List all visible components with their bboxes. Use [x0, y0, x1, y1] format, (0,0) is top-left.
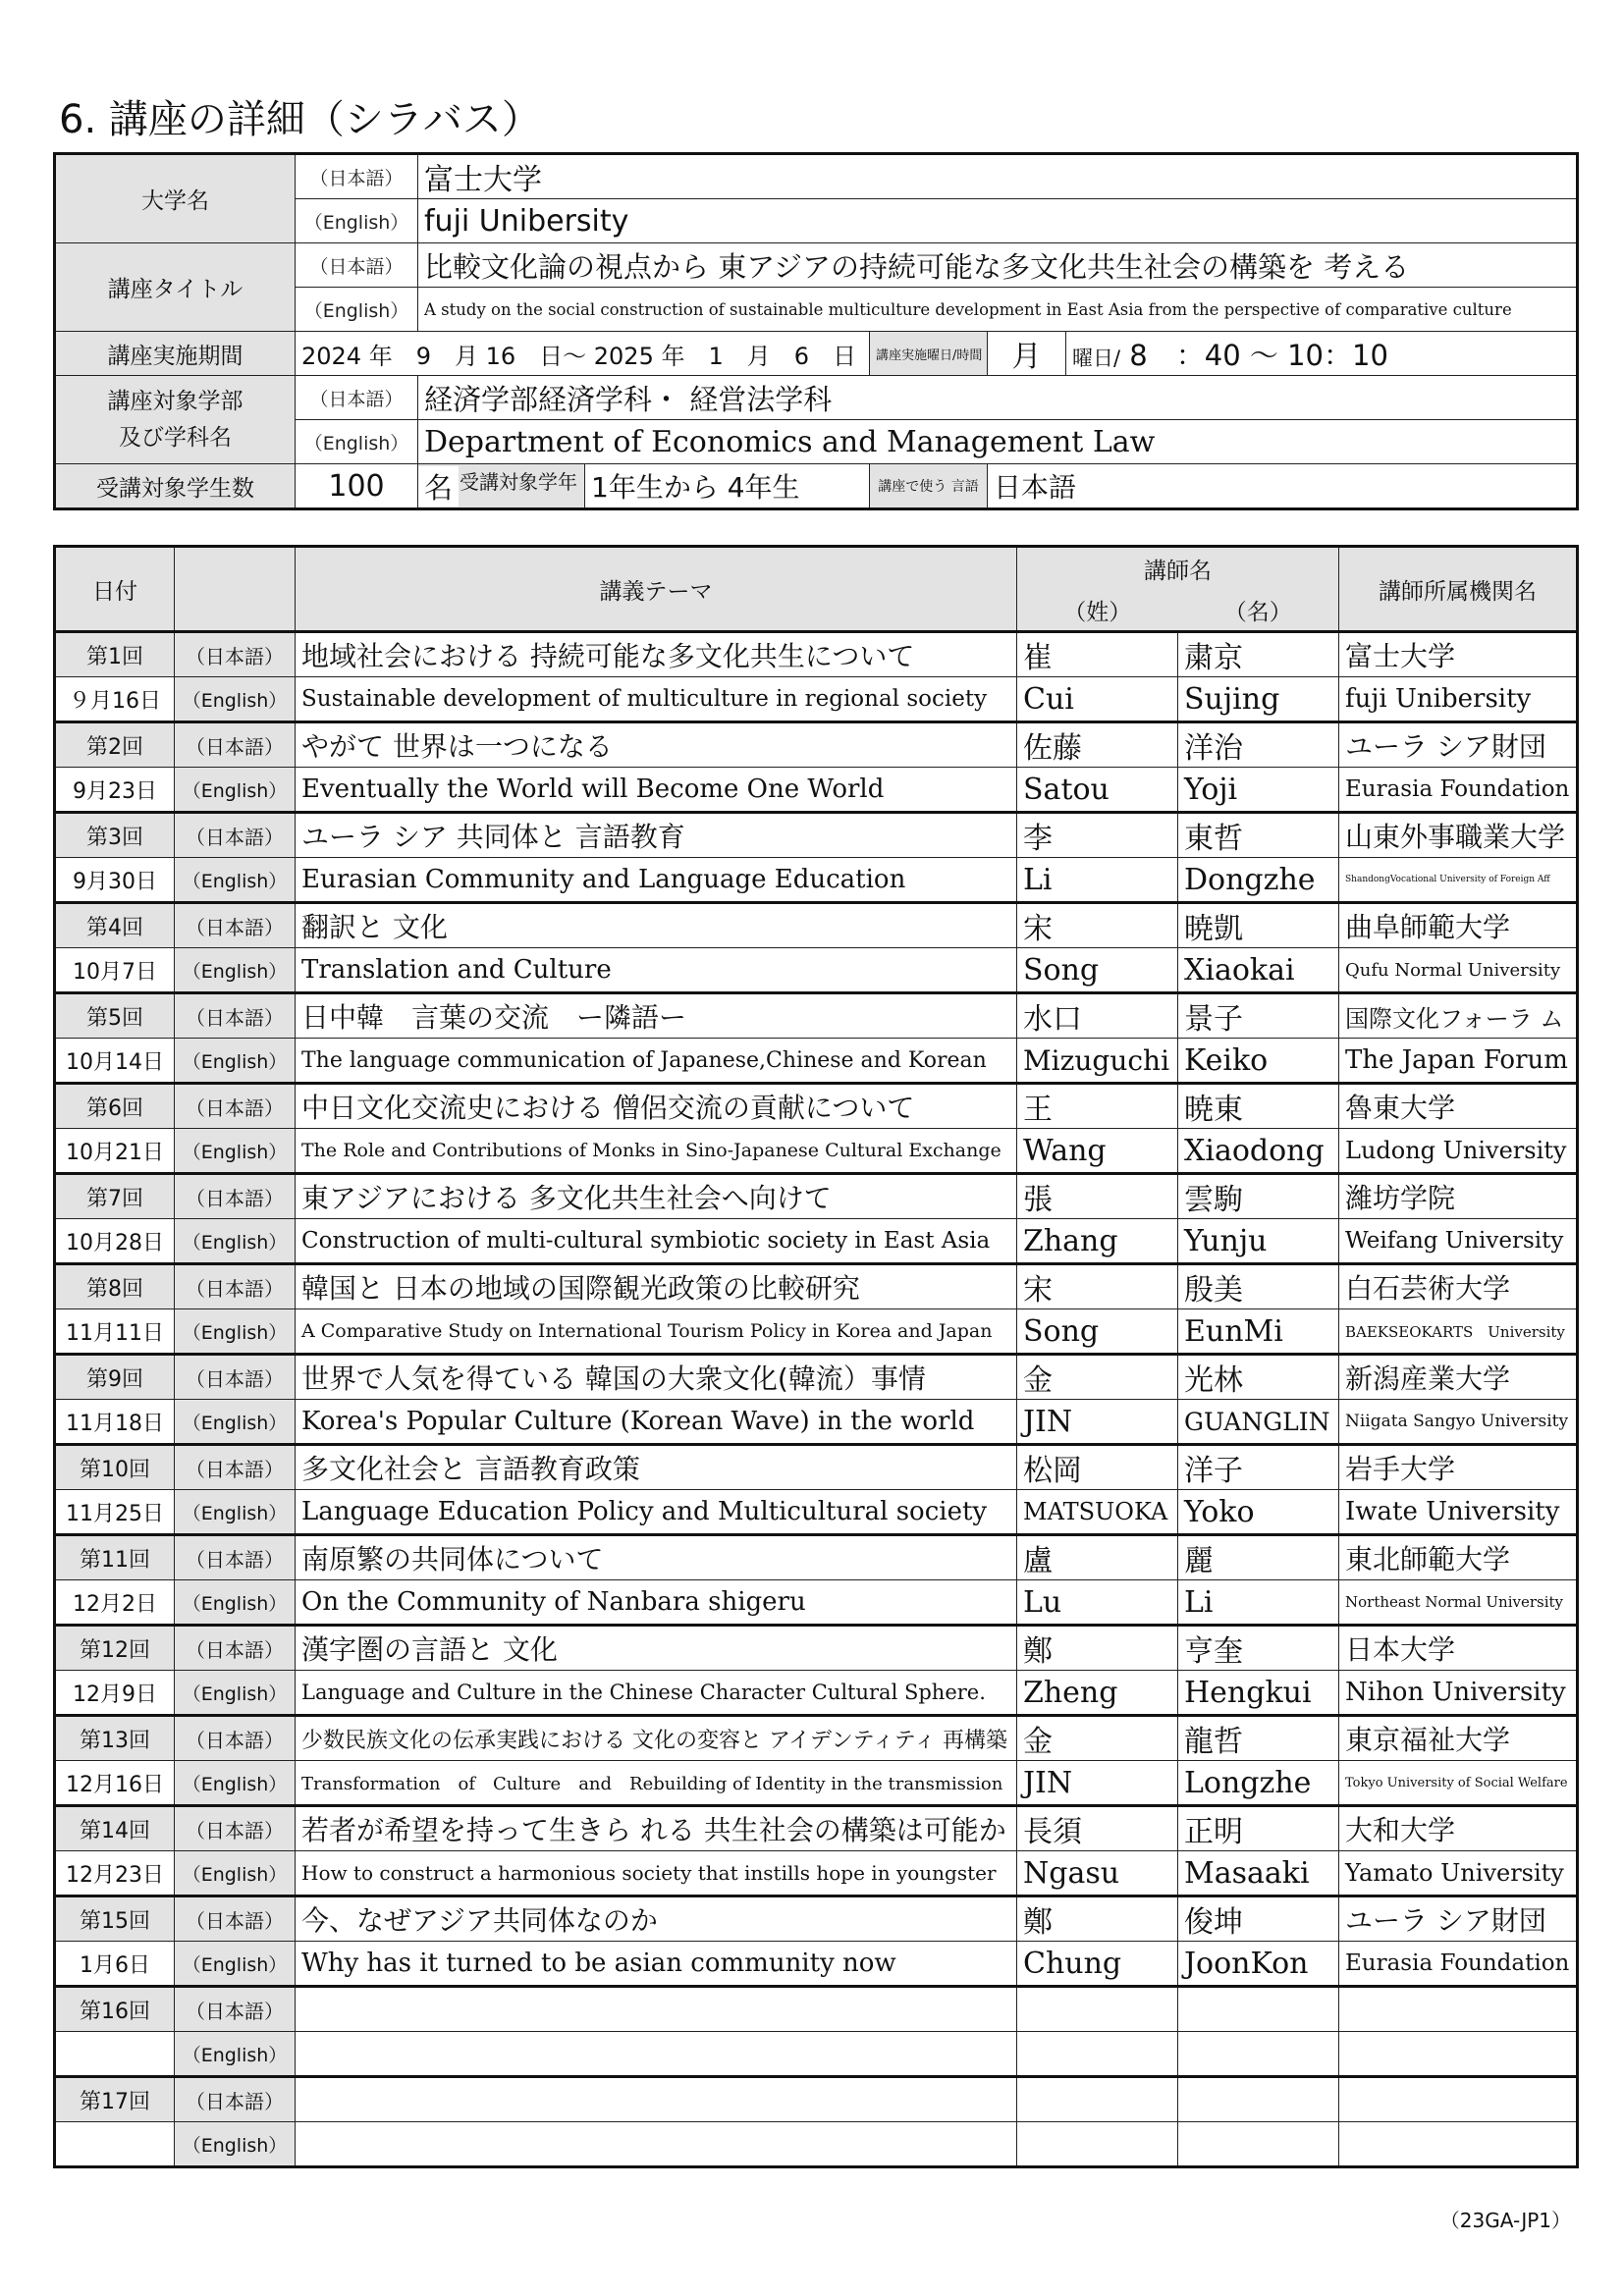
session-row [55, 1355, 1578, 1400]
schedule-table [53, 545, 1579, 2168]
theme-header: 講義テーマ [296, 547, 1017, 632]
theme-en: Language and Culture in the Chinese Character Cultural Sphere. [296, 1671, 1017, 1716]
theme-jp: 東アジアにおける 多文化共生社会へ向けて [296, 1174, 1017, 1219]
affiliation-jp [1339, 2077, 1578, 2122]
lecturer-surname-en: Song [1017, 948, 1178, 993]
lang-en-label: （English） [175, 768, 296, 813]
session-number: 第7回 [55, 1174, 175, 1219]
lecturer-given-en: Xiaodong [1178, 1129, 1339, 1174]
session-date: 10月21日 [55, 1129, 175, 1174]
dept-jp: 経済学部経済学科・ 経営法学科 [418, 376, 1578, 420]
affiliation-en: Tokyo University of Social Welfare [1339, 1761, 1578, 1806]
theme-jp: 世界で人気を得ている 韓国の大衆文化(韓流）事情 [296, 1355, 1017, 1400]
session-row [55, 1219, 1578, 1264]
language-label: 講座で使う 言語 [870, 464, 988, 509]
lang-jp-label: （日本語） [175, 1716, 296, 1761]
theme-jp: 今、なぜアジア共同体なのか [296, 1896, 1017, 1942]
theme-en: Language Education Policy and Multicultural society [296, 1490, 1017, 1535]
theme-jp: ユーラ シア 共同体と 言語教育 [296, 813, 1017, 858]
theme-en [296, 2122, 1017, 2167]
lang-en-label: （English） [175, 1942, 296, 1987]
session-row [55, 1761, 1578, 1806]
lang-en-label: （English） [175, 858, 296, 903]
theme-en: Korea's Popular Culture (Korean Wave) in the world [296, 1400, 1017, 1445]
session-date: 11月11日 [55, 1309, 175, 1355]
lecturer-surname-en: Mizuguchi [1017, 1039, 1178, 1084]
course-title-en: A study on the social construction of sustainable multiculture development in East Asia from the perspective of comparative culture [418, 288, 1578, 332]
lecturer-surname-en: Chung [1017, 1942, 1178, 1987]
session-row [55, 1806, 1578, 1851]
session-number: 第17回 [55, 2077, 175, 2122]
lang-jp-label: （日本語） [296, 243, 418, 288]
session-row [55, 1174, 1578, 1219]
theme-en: Eurasian Community and Language Education [296, 858, 1017, 903]
lecturer-surname-en: JIN [1017, 1400, 1178, 1445]
lang-jp-label: （日本語） [175, 993, 296, 1039]
session-row [55, 1400, 1578, 1445]
session-date: 9月30日 [55, 858, 175, 903]
session-row [55, 677, 1578, 722]
theme-jp: 多文化社会と 言語教育政策 [296, 1445, 1017, 1490]
time-value: 8 ：40 ～ 10：10 [1129, 338, 1388, 372]
document-code: （23GA-JP1） [1439, 2209, 1571, 2232]
lang-en-label: （English） [175, 1400, 296, 1445]
theme-jp [296, 2077, 1017, 2122]
lecturer-surname-en [1017, 2122, 1178, 2167]
dept-en: Department of Economics and Management Law [418, 420, 1578, 464]
theme-en: A Comparative Study on International Tourism Policy in Korea and Japan [296, 1309, 1017, 1355]
lecturer-given-en: Xiaokai [1178, 948, 1339, 993]
affiliation-jp: 東北師範大学 [1339, 1535, 1578, 1580]
lang-en-label: （English） [175, 1761, 296, 1806]
session-date [55, 2032, 175, 2077]
theme-en: How to construct a harmonious society that instills hope in youngster [296, 1851, 1017, 1896]
theme-en: Translation and Culture [296, 948, 1017, 993]
lecturer-surname-jp: 宋 [1017, 903, 1178, 948]
dept-label-line2: 及び学科名 [119, 424, 232, 451]
session-row [55, 948, 1578, 993]
session-row [55, 858, 1578, 903]
session-row [55, 1671, 1578, 1716]
course-title-label: 講座タイトル [55, 243, 296, 332]
session-number: 第8回 [55, 1264, 175, 1309]
lecturer-given-jp: 殷美 [1178, 1264, 1339, 1309]
lang-jp-label: （日本語） [175, 1174, 296, 1219]
theme-en: The Role and Contributions of Monks in Sino-Japanese Cultural Exchange [296, 1129, 1017, 1174]
lang-jp-label: （日本語） [175, 722, 296, 768]
students-value: 100 [296, 464, 418, 509]
lecturer-given-en [1178, 2032, 1339, 2077]
theme-en: Transformation of Culture and Rebuilding of Identity in the transmission [296, 1761, 1017, 1806]
affiliation-jp: 国際文化フォーラ ム [1339, 993, 1578, 1039]
dept-label-line1: 講座対象学部 [107, 388, 244, 414]
lecturer-surname-jp [1017, 2077, 1178, 2122]
session-number: 第3回 [55, 813, 175, 858]
affiliation-en: fuji Unibersity [1339, 677, 1578, 722]
session-row [55, 1896, 1578, 1942]
session-row [55, 1580, 1578, 1626]
lecturer-surname-en: Li [1017, 858, 1178, 903]
session-date: ９月16日 [55, 677, 175, 722]
affiliation-jp [1339, 1987, 1578, 2032]
lang-jp-label: （日本語） [175, 813, 296, 858]
session-date: 12月9日 [55, 1671, 175, 1716]
language-value: 日本語 [988, 464, 1578, 509]
theme-jp: 漢字圏の言語と 文化 [296, 1626, 1017, 1671]
lecturer-given-jp: 景子 [1178, 993, 1339, 1039]
lang-jp-label: （日本語） [175, 2077, 296, 2122]
lecturer-given-jp: 暁東 [1178, 1084, 1339, 1129]
year-label: 受講対象学年 [460, 469, 577, 494]
lecturer-surname-jp: 李 [1017, 813, 1178, 858]
affiliation-jp: 魯東大学 [1339, 1084, 1578, 1129]
affiliation-jp: 東京福祉大学 [1339, 1716, 1578, 1761]
lang-jp-label: （日本語） [175, 903, 296, 948]
lecturer-surname-en: Zheng [1017, 1671, 1178, 1716]
lecturer-surname-en: Wang [1017, 1129, 1178, 1174]
lecturer-surname-en: Song [1017, 1309, 1178, 1355]
theme-jp: 韓国と 日本の地域の国際観光政策の比較研究 [296, 1264, 1017, 1309]
lang-en-label: （English） [175, 1671, 296, 1716]
theme-jp: 中日文化交流史における 僧侶交流の貢献について [296, 1084, 1017, 1129]
lang-header [175, 547, 296, 632]
session-date: 11月25日 [55, 1490, 175, 1535]
lang-en-label: （English） [175, 1219, 296, 1264]
lecturer-surname-en: JIN [1017, 1761, 1178, 1806]
lang-en-label: （English） [175, 677, 296, 722]
lecturer-surname-en: Ngasu [1017, 1851, 1178, 1896]
lecturer-header: 講師名 [1017, 547, 1339, 590]
session-row [55, 1535, 1578, 1580]
affiliation-header: 講師所属機関名 [1339, 547, 1578, 632]
lang-jp-label: （日本語） [175, 1084, 296, 1129]
university-en: fuji Unibersity [418, 199, 1578, 243]
session-row [55, 993, 1578, 1039]
lecturer-given-en: Sujing [1178, 677, 1339, 722]
session-row [55, 1942, 1578, 1987]
lecturer-given-en: Hengkui [1178, 1671, 1339, 1716]
session-number: 第12回 [55, 1626, 175, 1671]
session-row [55, 1264, 1578, 1309]
lecturer-given-en: Li [1178, 1580, 1339, 1626]
theme-en: Eventually the World will Become One World [296, 768, 1017, 813]
university-label: 大学名 [55, 154, 296, 243]
session-row [55, 722, 1578, 768]
theme-jp [296, 1987, 1017, 2032]
lecturer-given-en: EunMi [1178, 1309, 1339, 1355]
session-date: 10月14日 [55, 1039, 175, 1084]
lecturer-surname-jp: 長須 [1017, 1806, 1178, 1851]
lang-jp-label: （日本語） [175, 632, 296, 677]
lang-jp-label: （日本語） [175, 1806, 296, 1851]
affiliation-jp: 山東外事職業大学 [1339, 813, 1578, 858]
lecturer-surname-jp: 鄭 [1017, 1896, 1178, 1942]
affiliation-en: The Japan Forum [1339, 1039, 1578, 1084]
theme-jp: 少数民族文化の伝承実践における 文化の変容と アイデンティティ 再構築 [296, 1716, 1017, 1761]
theme-en [296, 2032, 1017, 2077]
lecturer-given-en: Longzhe [1178, 1761, 1339, 1806]
theme-en: Construction of multi-cultural symbiotic society in East Asia [296, 1219, 1017, 1264]
lecturer-surname-jp: 鄭 [1017, 1626, 1178, 1671]
session-date: 10月28日 [55, 1219, 175, 1264]
date-header: 日付 [55, 547, 175, 632]
session-date: 12月23日 [55, 1851, 175, 1896]
lecturer-given-en: GUANGLIN [1178, 1400, 1339, 1445]
lang-en-label: （English） [175, 1309, 296, 1355]
theme-jp: やがて 世界は一つになる [296, 722, 1017, 768]
lecturer-given-jp: 洋治 [1178, 722, 1339, 768]
affiliation-en [1339, 2032, 1578, 2077]
session-date: 12月16日 [55, 1761, 175, 1806]
affiliation-en: BAEKSEOKARTS University [1339, 1309, 1578, 1355]
period-label: 講座実施期間 [55, 332, 296, 376]
weekday-value: 月 [988, 332, 1066, 376]
lang-en-label: （English） [175, 2032, 296, 2077]
session-number: 第14回 [55, 1806, 175, 1851]
affiliation-en [1339, 2122, 1578, 2167]
students-unit: 名 [418, 466, 459, 507]
affiliation-en: Qufu Normal University [1339, 948, 1578, 993]
affiliation-en: Nihon University [1339, 1671, 1578, 1716]
lecturer-surname-jp: 金 [1017, 1716, 1178, 1761]
given-header: （名） [1178, 589, 1339, 632]
affiliation-jp: 曲阜師範大学 [1339, 903, 1578, 948]
lecturer-given-jp: 正明 [1178, 1806, 1339, 1851]
session-number: 第1回 [55, 632, 175, 677]
surname-header: （姓） [1017, 589, 1178, 632]
session-row [55, 1445, 1578, 1490]
lang-en-label: （English） [175, 948, 296, 993]
session-date: 10月7日 [55, 948, 175, 993]
session-number: 第15回 [55, 1896, 175, 1942]
lecturer-given-en: Keiko [1178, 1039, 1339, 1084]
lecturer-given-jp: 東哲 [1178, 813, 1339, 858]
theme-jp: 日中韓 言葉の交流 ー隣語ー [296, 993, 1017, 1039]
lang-jp-label: （日本語） [296, 154, 418, 199]
session-row [55, 1987, 1578, 2032]
affiliation-en: Ludong University [1339, 1129, 1578, 1174]
lecturer-surname-en [1017, 2032, 1178, 2077]
affiliation-en: Eurasia Foundation [1339, 1942, 1578, 1987]
session-number: 第16回 [55, 1987, 175, 2032]
session-number: 第5回 [55, 993, 175, 1039]
lang-jp-label: （日本語） [296, 376, 418, 420]
lang-en-label: （English） [175, 1490, 296, 1535]
session-date: 9月23日 [55, 768, 175, 813]
lecturer-surname-en: Lu [1017, 1580, 1178, 1626]
affiliation-jp: ユーラ シア財団 [1339, 722, 1578, 768]
session-row [55, 2032, 1578, 2077]
lecturer-given-en: Dongzhe [1178, 858, 1339, 903]
theme-en: Why has it turned to be asian community now [296, 1942, 1017, 1987]
lang-jp-label: （日本語） [175, 1445, 296, 1490]
session-number: 第6回 [55, 1084, 175, 1129]
affiliation-jp: 岩手大学 [1339, 1445, 1578, 1490]
lecturer-surname-jp: 張 [1017, 1174, 1178, 1219]
lang-en-label: （English） [175, 1039, 296, 1084]
affiliation-jp: 新潟産業大学 [1339, 1355, 1578, 1400]
theme-en: The language communication of Japanese,Chinese and Korean [296, 1039, 1017, 1084]
session-row [55, 632, 1578, 677]
weekday-label: 講座実施曜日/時間 [870, 332, 988, 376]
lang-jp-label: （日本語） [175, 1626, 296, 1671]
lecturer-given-jp: 麗 [1178, 1535, 1339, 1580]
theme-en: On the Community of Nanbara shigeru [296, 1580, 1017, 1626]
lecturer-given-en: Yoko [1178, 1490, 1339, 1535]
course-info-table [53, 152, 1579, 510]
lang-jp-label: （日本語） [175, 1535, 296, 1580]
lang-en-label: （English） [175, 2122, 296, 2167]
theme-jp: 地域社会における 持続可能な多文化共生について [296, 632, 1017, 677]
lecturer-given-en: Masaaki [1178, 1851, 1339, 1896]
lecturer-given-jp: 光林 [1178, 1355, 1339, 1400]
lecturer-surname-en: Zhang [1017, 1219, 1178, 1264]
affiliation-jp: ユーラ シア財団 [1339, 1896, 1578, 1942]
session-row [55, 1309, 1578, 1355]
lecturer-given-jp [1178, 1987, 1339, 2032]
session-row [55, 2077, 1578, 2122]
session-row [55, 2122, 1578, 2167]
university-jp: 富士大学 [418, 154, 1578, 199]
session-row [55, 768, 1578, 813]
page-title: 6. 講座の詳細（シラバス） [59, 97, 541, 142]
session-row [55, 1851, 1578, 1896]
affiliation-jp: 白石芸術大学 [1339, 1264, 1578, 1309]
lecturer-surname-jp: 松岡 [1017, 1445, 1178, 1490]
session-row [55, 1490, 1578, 1535]
lang-en-label: （English） [296, 288, 418, 332]
lang-jp-label: （日本語） [175, 1355, 296, 1400]
affiliation-en: ShandongVocational University of Foreign Aff [1339, 858, 1578, 903]
session-date: 12月2日 [55, 1580, 175, 1626]
lecturer-given-jp: 粛京 [1178, 632, 1339, 677]
lecturer-given-jp: 俊坤 [1178, 1896, 1339, 1942]
lecturer-surname-jp: 金 [1017, 1355, 1178, 1400]
lecturer-given-en [1178, 2122, 1339, 2167]
affiliation-en: Niigata Sangyo University [1339, 1400, 1578, 1445]
lecturer-surname-jp: 宋 [1017, 1264, 1178, 1309]
theme-en: Sustainable development of multiculture in regional society [296, 677, 1017, 722]
lang-en-label: （English） [175, 1129, 296, 1174]
affiliation-jp: 富士大学 [1339, 632, 1578, 677]
dept-label [55, 376, 296, 464]
session-number: 第10回 [55, 1445, 175, 1490]
affiliation-jp: 濰坊学院 [1339, 1174, 1578, 1219]
session-number: 第11回 [55, 1535, 175, 1580]
lecturer-surname-en: Cui [1017, 677, 1178, 722]
affiliation-en: Eurasia Foundation [1339, 768, 1578, 813]
lecturer-surname-en: MATSUOKA [1017, 1490, 1178, 1535]
lecturer-given-jp [1178, 2077, 1339, 2122]
lang-en-label: （English） [175, 1851, 296, 1896]
lecturer-surname-jp: 盧 [1017, 1535, 1178, 1580]
affiliation-jp: 日本大学 [1339, 1626, 1578, 1671]
session-row [55, 903, 1578, 948]
lecturer-surname-jp: 王 [1017, 1084, 1178, 1129]
weekday-suffix: 曜日/ [1072, 346, 1121, 370]
lecturer-surname-en: Satou [1017, 768, 1178, 813]
theme-jp: 若者が希望を持って生きら れる 共生社会の構築は可能か [296, 1806, 1017, 1851]
affiliation-en: Northeast Normal University [1339, 1580, 1578, 1626]
session-row [55, 1129, 1578, 1174]
session-number: 第4回 [55, 903, 175, 948]
session-date: 11月18日 [55, 1400, 175, 1445]
session-number: 第2回 [55, 722, 175, 768]
lecturer-given-en: Yunju [1178, 1219, 1339, 1264]
session-row [55, 1716, 1578, 1761]
lecturer-given-jp: 亨奎 [1178, 1626, 1339, 1671]
lecturer-surname-jp: 水口 [1017, 993, 1178, 1039]
session-number: 第13回 [55, 1716, 175, 1761]
lecturer-surname-jp [1017, 1987, 1178, 2032]
lang-jp-label: （日本語） [175, 1896, 296, 1942]
lecturer-given-jp: 洋子 [1178, 1445, 1339, 1490]
affiliation-en: Iwate University [1339, 1490, 1578, 1535]
lang-en-label: （English） [296, 199, 418, 243]
session-date [55, 2122, 175, 2167]
affiliation-jp: 大和大学 [1339, 1806, 1578, 1851]
lecturer-given-jp: 雲駒 [1178, 1174, 1339, 1219]
lang-jp-label: （日本語） [175, 1987, 296, 2032]
lecturer-surname-jp: 崔 [1017, 632, 1178, 677]
lecturer-surname-jp: 佐藤 [1017, 722, 1178, 768]
session-row [55, 813, 1578, 858]
session-row [55, 1626, 1578, 1671]
affiliation-en: Weifang University [1339, 1219, 1578, 1264]
lecturer-given-jp: 暁凱 [1178, 903, 1339, 948]
students-label: 受講対象学生数 [55, 464, 296, 509]
session-date: 1月6日 [55, 1942, 175, 1987]
affiliation-en: Yamato University [1339, 1851, 1578, 1896]
theme-jp: 翻訳と 文化 [296, 903, 1017, 948]
session-row [55, 1084, 1578, 1129]
session-number: 第9回 [55, 1355, 175, 1400]
lang-jp-label: （日本語） [175, 1264, 296, 1309]
period-value: 2024 年 9 月 16 日～ 2025 年 1 月 6 日 [296, 332, 870, 376]
lang-en-label: （English） [296, 420, 418, 464]
lecturer-given-en: JoonKon [1178, 1942, 1339, 1987]
course-title-jp: 比較文化論の視点から 東アジアの持続可能な多文化共生社会の構築を 考える [418, 243, 1578, 288]
year-value: 1年生から 4年生 [585, 464, 870, 509]
lecturer-given-en: Yoji [1178, 768, 1339, 813]
lang-en-label: （English） [175, 1580, 296, 1626]
theme-jp: 南原繁の共同体について [296, 1535, 1017, 1580]
session-row [55, 1039, 1578, 1084]
lecturer-given-jp: 龍哲 [1178, 1716, 1339, 1761]
